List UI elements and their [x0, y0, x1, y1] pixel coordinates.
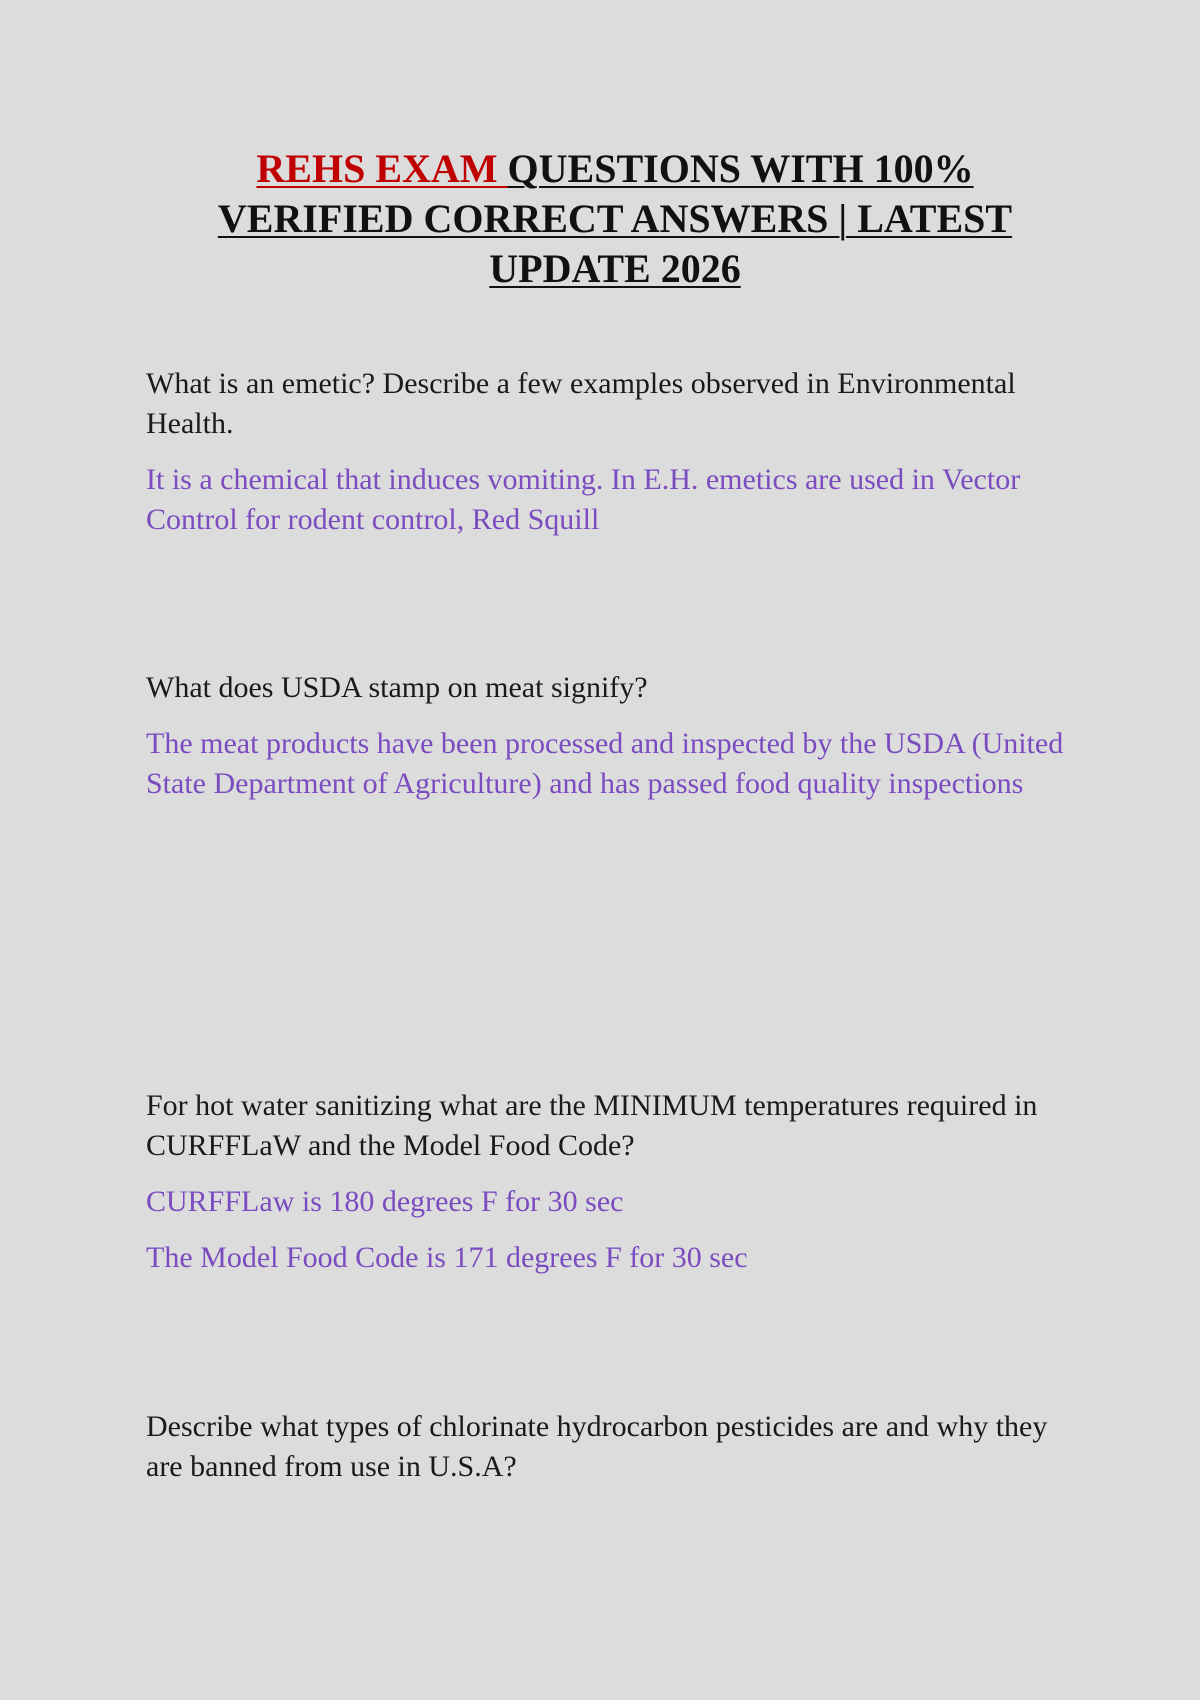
title-highlight: REHS EXAM: [256, 146, 508, 191]
question-4: Describe what types of chlorinate hydrocarbon pesticides are and why they are banned from use in U.S.A?: [146, 1410, 1048, 1483]
question-1: What is an emetic? Describe a few examples observed in Environmental Health.: [146, 367, 1016, 440]
qa-item-2: [146, 668, 1086, 804]
qa-item-3: [146, 1086, 1086, 1278]
title-line-1: [100, 144, 1130, 194]
qa-item-1: [146, 364, 1086, 540]
title-line-3: [100, 244, 1130, 294]
document-title: [100, 144, 1130, 294]
title-line-3-text: UPDATE 2026: [489, 246, 741, 291]
answer-3a: CURFFLaw is 180 degrees F for 30 sec: [146, 1185, 624, 1218]
title-line-2-text: VERIFIED CORRECT ANSWERS | LATEST: [217, 196, 1013, 241]
answer-1: It is a chemical that induces vomiting. In E.H. emetics are used in Vector Control for rodent control, Red Squill: [146, 463, 1021, 536]
title-line-2: [100, 194, 1130, 244]
qa-item-4: [146, 1407, 1086, 1487]
question-3: For hot water sanitizing what are the MINIMUM temperatures required in CURFFLaW and the Model Food Code?: [146, 1089, 1038, 1162]
question-2: What does USDA stamp on meat signify?: [146, 671, 648, 704]
answer-2: The meat products have been processed and inspected by the USDA (United State Department of Agriculture) and has passed food quality inspections: [146, 727, 1064, 800]
answer-3b: The Model Food Code is 171 degrees F for 30 sec: [146, 1241, 748, 1274]
title-line-1-rest: QUESTIONS WITH 100%: [507, 146, 974, 191]
